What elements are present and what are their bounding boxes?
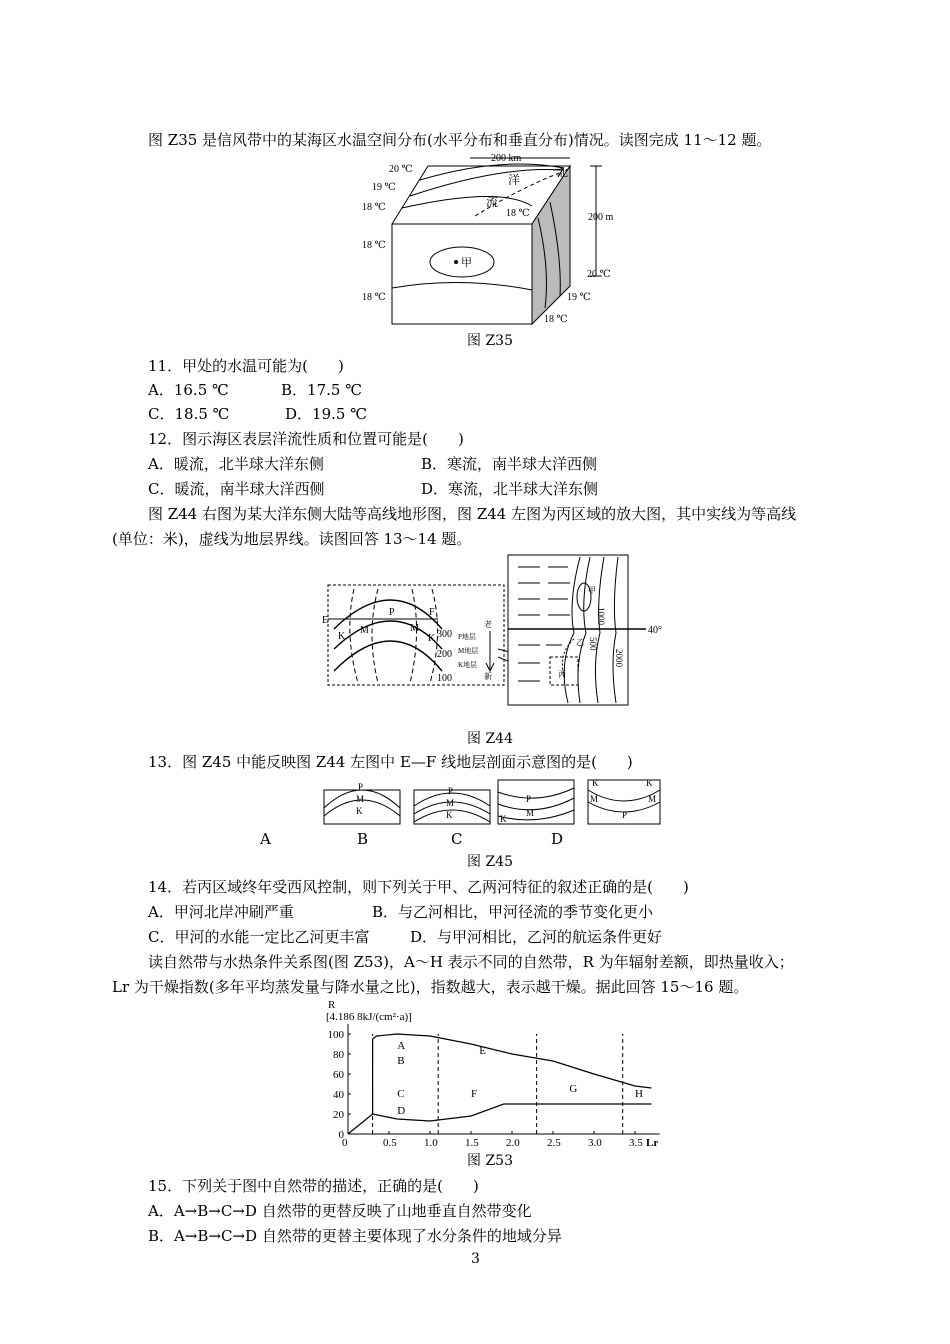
chart-zone-label: E xyxy=(479,1045,486,1057)
fig44-contour-500: 500 xyxy=(588,637,598,651)
fig44-m-label: M xyxy=(410,623,419,634)
fig35-temp-label: 20 ℃ xyxy=(389,164,413,175)
q13-stem: 13．图 Z45 中能反映图 Z44 左图中 E—F 线地层剖面示意图的是( ) xyxy=(148,753,633,771)
chart-series-line-1 xyxy=(373,1034,652,1088)
q11-option-d: D．19.5 ℃ xyxy=(285,405,367,423)
q14-option-c: C．甲河的水能一定比乙河更丰富 xyxy=(148,928,370,946)
chart-x-label: Lr xyxy=(646,1137,659,1149)
fig45-m-label: M xyxy=(648,794,657,804)
fig45-option-d: D xyxy=(551,830,564,848)
q12-stem: 12．图示海区表层洋流性质和位置可能是( ) xyxy=(148,430,464,448)
chart-x-tick-label: 3.5 xyxy=(629,1137,643,1149)
fig35-temp-label: 20 ℃ xyxy=(587,269,611,280)
chart-zone-label: C xyxy=(397,1088,405,1100)
fig44-e-label: E xyxy=(322,615,329,626)
fig44-k-label: K xyxy=(338,631,346,642)
q14-option-b: B．与乙河相比，甲河径流的季节变化更小 xyxy=(372,903,654,921)
chart-x-tick-label: 2.5 xyxy=(547,1137,561,1149)
figure-z35-caption: 图 Z35 xyxy=(467,333,513,349)
fig44-layer-k: K地层 xyxy=(458,661,478,669)
intro-fig35: 图 Z35 是信风带中的某海区水温空间分布(水平分布和垂直分布)情况。读图完成 11～12 题。 xyxy=(148,131,772,149)
fig44-old-label: 老 xyxy=(484,620,492,629)
chart-zone-label: G xyxy=(569,1083,578,1095)
chart-y-tick-label: 0 xyxy=(338,1129,344,1141)
figure-z44 xyxy=(318,553,668,708)
fig45-p-label: P xyxy=(622,810,628,820)
fig35-current-label-1: 洋 xyxy=(508,173,521,187)
fig35-temp-label: 18 ℃ xyxy=(362,292,386,303)
q15-option-b: B．A→B→C→D 自然带的更替主要体现了水分条件的地域分异 xyxy=(148,1227,562,1245)
fig45-m-label: M xyxy=(446,798,455,808)
fig45-m-label: M xyxy=(590,794,599,804)
chart-x-tick-label: 2.0 xyxy=(506,1137,520,1149)
fig44-layer-p: P地层 xyxy=(458,633,476,641)
fig45-m-label: M xyxy=(356,794,365,804)
fig45-k-label: K xyxy=(592,778,599,788)
fig45-k-label: K xyxy=(446,810,453,820)
fig45-p-label: P xyxy=(526,794,532,804)
fig45-p-label: P xyxy=(358,782,364,792)
q12-option-c: C．暖流，南半球大洋西侧 xyxy=(148,480,325,498)
q12-option-d: D．寒流，北半球大洋东侧 xyxy=(421,480,599,498)
fig44-k-label: K xyxy=(428,633,436,644)
chart-x-tick-label: 3.0 xyxy=(588,1137,602,1149)
chart-y-tick-label: 80 xyxy=(333,1049,344,1061)
fig44-river-yi: 乙 xyxy=(576,638,584,647)
chart-y-tick-label: 20 xyxy=(333,1109,344,1121)
chart-zone-label: F xyxy=(471,1088,478,1100)
fig44-contour-1000: 1000 xyxy=(596,607,606,625)
fig45-option-a: A xyxy=(260,830,271,848)
figure-z53-caption: 图 Z53 xyxy=(467,1153,513,1169)
fig35-current-label-2: 流 xyxy=(486,195,499,209)
chart-y-unit: [4.186 8kJ/(cm²·a)] xyxy=(326,1011,412,1023)
chart-zone-label: D xyxy=(397,1105,406,1117)
q15-option-a: A．A→B→C→D 自然带的更替反映了山地垂直自然带变化 xyxy=(148,1202,532,1220)
fig35-point-label: 甲 xyxy=(461,257,472,269)
chart-x-tick-label: 1.0 xyxy=(424,1137,438,1149)
q12-option-a: A．暖流，北半球大洋东侧 xyxy=(148,455,324,473)
q12-option-b: B．寒流，南半球大洋西侧 xyxy=(421,455,598,473)
chart-zone-label: H xyxy=(635,1088,643,1100)
fig35-depth-label: 200 m xyxy=(588,212,614,223)
chart-y-tick-label: 40 xyxy=(333,1089,344,1101)
fig35-width-label: 200 km xyxy=(491,153,522,164)
q11-option-b: B．17.5 ℃ xyxy=(281,381,362,399)
figure-z45-caption: 图 Z45 xyxy=(467,854,513,870)
chart-x-tick-label: 1.5 xyxy=(465,1137,479,1149)
fig44-f-label: F xyxy=(429,607,435,618)
fig45-m-label: M xyxy=(526,808,535,818)
intro-fig53-line2: Lr 为干燥指数(多年平均蒸发量与降水量之比)，指数越大，表示越干燥。据此回答 15～16 题。 xyxy=(112,978,749,996)
q14-option-d: D．与甲河相比，乙河的航运条件更好 xyxy=(410,928,663,946)
fig45-k-label: K xyxy=(500,814,507,824)
chart-zone-label: B xyxy=(397,1055,405,1067)
fig44-contour-200: 200 xyxy=(437,649,452,660)
figure-z45 xyxy=(320,772,665,828)
chart-x-tick-label: 0 xyxy=(342,1137,348,1149)
fig35-temp-label: 19 ℃ xyxy=(567,292,591,303)
intro-fig44-line2: (单位：米)，虚线为地层界线。读图回答 13～14 题。 xyxy=(112,530,472,548)
fig35-north-label: 北 xyxy=(557,167,568,179)
intro-fig44-line1: 图 Z44 右图为某大洋东侧大陆等高线地形图，图 Z44 左图为丙区域的放大图，其中实线为等高线 xyxy=(148,505,797,523)
fig44-m-label: M xyxy=(360,625,369,636)
fig35-temp-label: 18 ℃ xyxy=(544,314,568,325)
fig44-contour-100: 100 xyxy=(437,673,452,684)
chart-y-tick-label: 60 xyxy=(333,1069,344,1081)
fig45-p-label: P xyxy=(448,786,454,796)
fig44-river-jia: 甲 xyxy=(588,586,596,595)
fig44-p-label: P xyxy=(389,607,395,618)
chart-y-label: R xyxy=(328,999,336,1011)
chart-series-line-2 xyxy=(373,1104,652,1121)
fig45-k-label: K xyxy=(646,778,653,788)
fig35-temp-label: 18 ℃ xyxy=(362,240,386,251)
q11-option-a: A．16.5 ℃ xyxy=(148,381,229,399)
fig45-k-label: K xyxy=(356,806,363,816)
fig45-option-c: C xyxy=(451,830,463,848)
fig44-new-label: 新 xyxy=(484,672,492,681)
figure-z35 xyxy=(350,153,630,338)
fig35-temp-label: 19 ℃ xyxy=(372,182,396,193)
q14-stem: 14．若丙区域终年受西风控制，则下列关于甲、乙两河特征的叙述正确的是( ) xyxy=(148,878,689,896)
figure-z44-caption: 图 Z44 xyxy=(467,731,513,747)
fig44-contour-2000: 2000 xyxy=(614,649,624,667)
fig45-option-b: B xyxy=(357,830,369,848)
q11-option-c: C．18.5 ℃ xyxy=(148,405,230,423)
figure-z53-chart xyxy=(318,1000,668,1150)
chart-y-tick-label: 100 xyxy=(327,1029,344,1041)
fig44-region-bing: 丙 xyxy=(558,670,566,679)
chart-boundary-line xyxy=(348,1114,373,1134)
fig44-lat-label: 40° xyxy=(648,625,662,636)
q11-stem: 11．甲处的水温可能为( ) xyxy=(148,357,344,375)
q15-stem: 15．下列关于图中自然带的描述，正确的是( ) xyxy=(148,1177,479,1195)
fig35-temp-label: 18 ℃ xyxy=(362,202,386,213)
chart-zone-label: A xyxy=(397,1040,406,1052)
fig44-contour-300: 300 xyxy=(437,629,452,640)
chart-x-tick-label: 0.5 xyxy=(383,1137,397,1149)
page-number: 3 xyxy=(471,1251,480,1267)
fig35-temp-label: 18 ℃ xyxy=(506,208,530,219)
intro-fig53-line1: 读自然带与水热条件关系图(图 Z53)，A～H 表示不同的自然带，R 为年辐射差额，即热量收入； xyxy=(148,953,794,971)
fig44-layer-m: M地层 xyxy=(458,647,479,655)
q14-option-a: A．甲河北岸冲刷严重 xyxy=(148,903,294,921)
